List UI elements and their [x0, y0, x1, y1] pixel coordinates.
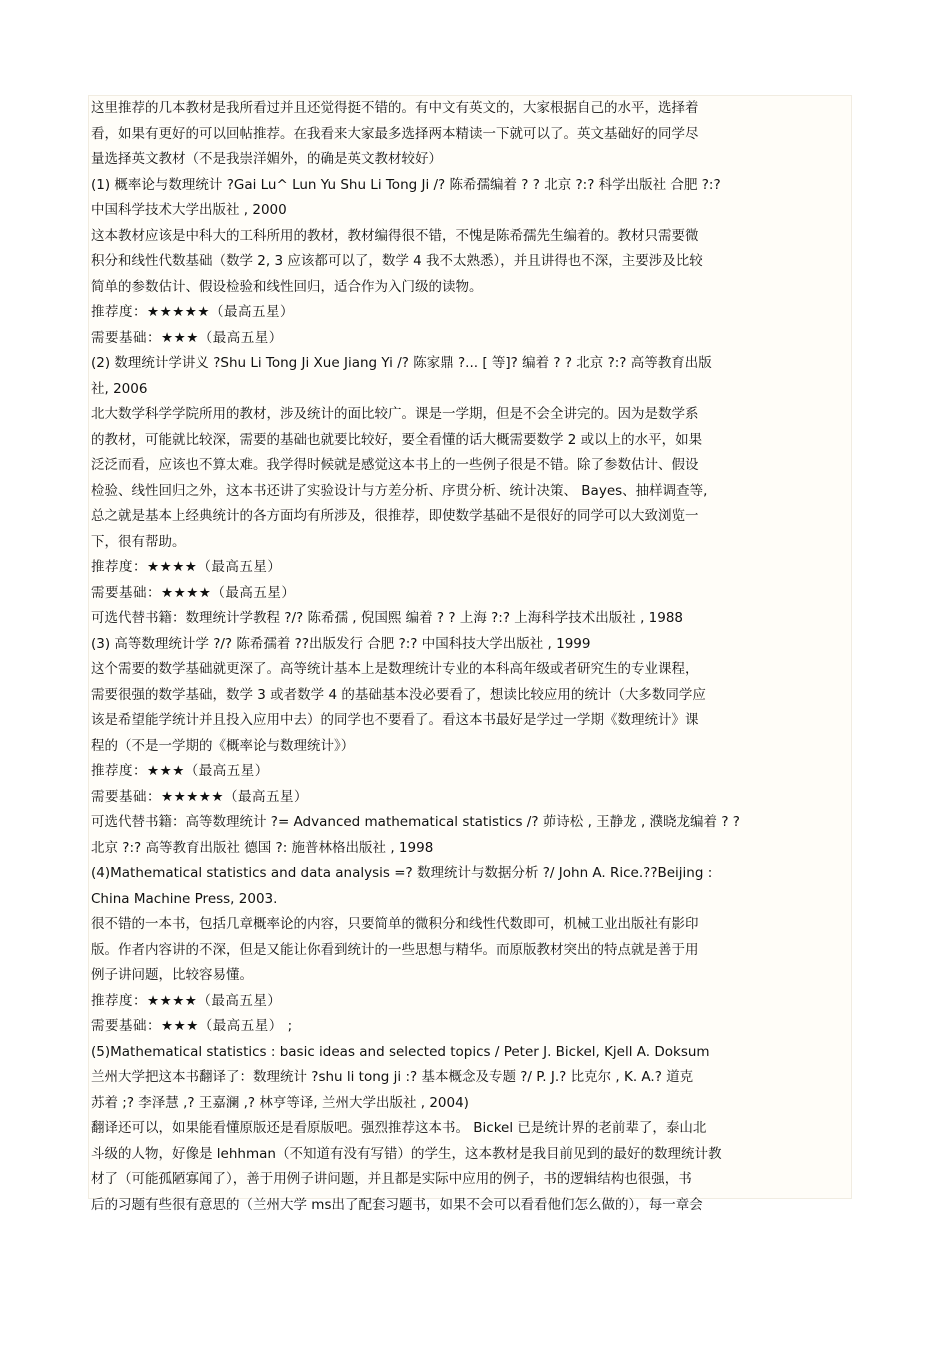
text-line: 需要很强的数学基础，数学 3 或者数学 4 的基础基本没必要看了，想读比较应用的统计（大多数同学应	[91, 686, 706, 703]
text-line: 翻译还可以，如果能看懂原版还是看原版吧。强烈推荐这本书。 Bickel 已是统计界的老前辈了，泰山北	[91, 1120, 707, 1136]
text-line: 这个需要的数学基础就更深了。高等统计基本上是数理统计专业的本科高年级或者研究生的专业课程，	[91, 661, 699, 677]
text-line: 例子讲问题，比较容易懂。	[91, 967, 253, 983]
book-entry-2-title: (2) 数理统计学讲义 ?Shu Li Tong Ji Xue Jiang Yi /? 陈家鼎 ?... [ 等]? 编着 ? ? 北京 ?:? 高等教育出版	[91, 355, 712, 371]
recommendation-rating: 推荐度：★★★★（最高五星）	[91, 559, 282, 575]
required-level-rating: 需要基础：★★★★★（最高五星）	[91, 788, 309, 805]
text-line: 的教材，可能就比较深，需要的基础也就要比较好，要全看懂的话大概需要数学 2 或以上的水平，如果	[91, 431, 703, 448]
text-line: 苏着 ;? 李泽慧 ,? 王嘉澜 ,? 林亨等译, 兰州大学出版社 , 2004)	[91, 1094, 469, 1111]
alternative-book: 可选代替书籍：高等数理统计 ?= Advanced mathematical statistics /? 茆诗松 , 王静龙 , 濮晓龙编着 ? ?	[91, 814, 740, 830]
text-line: 程的（不是一学期的《概率论与数理统计》）	[91, 737, 355, 754]
text-line: 斗级的人物，好像是 lehhman（不知道有没有写错）的学生，这本教材是我目前见到的最好的数理统计教	[91, 1145, 722, 1162]
text-line: 很不错的一本书，包括几章概率论的内容，只要简单的微积分和线性代数即可，机械工业出版社有影印	[91, 916, 699, 932]
text-line: 检验、线性回归之外，这本书还讲了实验设计与方差分析、序贯分析、统计决策、 Bayes、抽样调查等,	[91, 482, 708, 499]
text-line: 该是希望能学统计并且投入应用中去）的同学也不要看了。看这本书最好是学过一学期《数理统计》课	[91, 712, 699, 728]
alternative-book: 可选代替书籍：数理统计学教程 ?/? 陈希孺 , 倪国熙 编着 ? ? 上海 ?:? 上海科学技术出版社 , 1988	[91, 610, 684, 626]
book-entry-3-title: (3) 高等数理统计学 ?/? 陈希孺着 ??出版发行 合肥 ?:? 中国科技大学出版社 , 1999	[91, 635, 591, 652]
text-line: 中国科学技术大学出版社 , 2000	[91, 202, 287, 218]
text-line: 北京 ?:? 高等教育出版社 德国 ?: 施普林格出版社 , 1998	[91, 839, 434, 856]
text-line: 北大数学科学学院所用的教材，涉及统计的面比较广。课是一学期，但是不会全讲完的。因为是数学系	[91, 406, 699, 422]
recommendation-rating: 推荐度：★★★★（最高五星）	[91, 992, 282, 1009]
text-line: 这里推荐的几本教材是我所看过并且还觉得挺不错的。有中文有英文的，大家根据自己的水平，选择着	[91, 100, 699, 116]
document-page	[88, 95, 852, 1213]
text-line: 材了（可能孤陋寡闻了），善于用例子讲问题，并且都是实际中应用的例子，书的逻辑结构也很强，书	[91, 1171, 692, 1187]
text-line: 积分和线性代数基础（数学 2, 3 应该都可以了，数学 4 我不太熟悉），并且讲得也不深，主要涉及比较	[91, 253, 703, 269]
book-entry-1-title: (1) 概率论与数理统计 ?Gai Lu^ Lun Yu Shu Li Tong Ji /? 陈希孺编着 ? ? 北京 ?:? 科学出版社 合肥 ?:?	[91, 176, 721, 193]
required-level-rating: 需要基础：★★★（最高五星） ;	[91, 1018, 293, 1034]
recommendation-rating: 推荐度：★★★★★（最高五星）	[91, 304, 295, 320]
required-level-rating: 需要基础：★★★（最高五星）	[91, 329, 283, 346]
text-line: 下，很有帮助。	[91, 533, 186, 550]
text-line: 量选择英文教材（不是我崇洋媚外，的确是英文教材较好）	[91, 151, 442, 167]
text-line: 总之就是基本上经典统计的各方面均有所涉及，很推荐，即使数学基础不是很好的同学可以大致浏览一	[91, 508, 699, 524]
text-line: 社, 2006	[91, 380, 148, 397]
text-line: 版。作者内容讲的不深，但是又能让你看到统计的一些思想与精华。而原版教材突出的特点就是善于用	[91, 941, 699, 958]
book-entry-5-title: (5)Mathematical statistics : basic ideas and selected topics / Peter J. Bickel, Kjell A. Doksum	[91, 1043, 710, 1060]
text-line: 这本教材应该是中科大的工科所用的教材，教材编得很不错，不愧是陈希孺先生编着的。教材只需要微	[91, 227, 699, 244]
text-line: 兰州大学把这本书翻译了：数理统计 ?shu li tong ji :? 基本概念及专题 ?/ P. J.? 比克尔 , K. A.? 道克	[91, 1069, 694, 1085]
required-level-rating: 需要基础：★★★★（最高五星）	[91, 584, 296, 601]
text-line: China Machine Press, 2003.	[91, 890, 278, 907]
text-line: 后的习题有些很有意思的（兰州大学 ms出了配套习题书，如果不会可以看看他们怎么做的），每一章会	[91, 1196, 703, 1213]
recommendation-rating: 推荐度：★★★（最高五星）	[91, 763, 269, 779]
text-line: 泛泛而看，应该也不算太难。我学得时候就是感觉这本书上的一些例子很是不错。除了参数估计、假设	[91, 457, 699, 473]
book-entry-4-title: (4)Mathematical statistics and data analysis =? 数理统计与数据分析 ?/ John A. Rice.??Beijing :	[91, 865, 713, 881]
text-line: 简单的参数估计、假设检验和线性回归，适合作为入门级的读物。	[91, 278, 483, 295]
text-line: 看，如果有更好的可以回帖推荐。在我看来大家最多选择两本精读一下就可以了。英文基础好的同学尽	[91, 125, 699, 142]
